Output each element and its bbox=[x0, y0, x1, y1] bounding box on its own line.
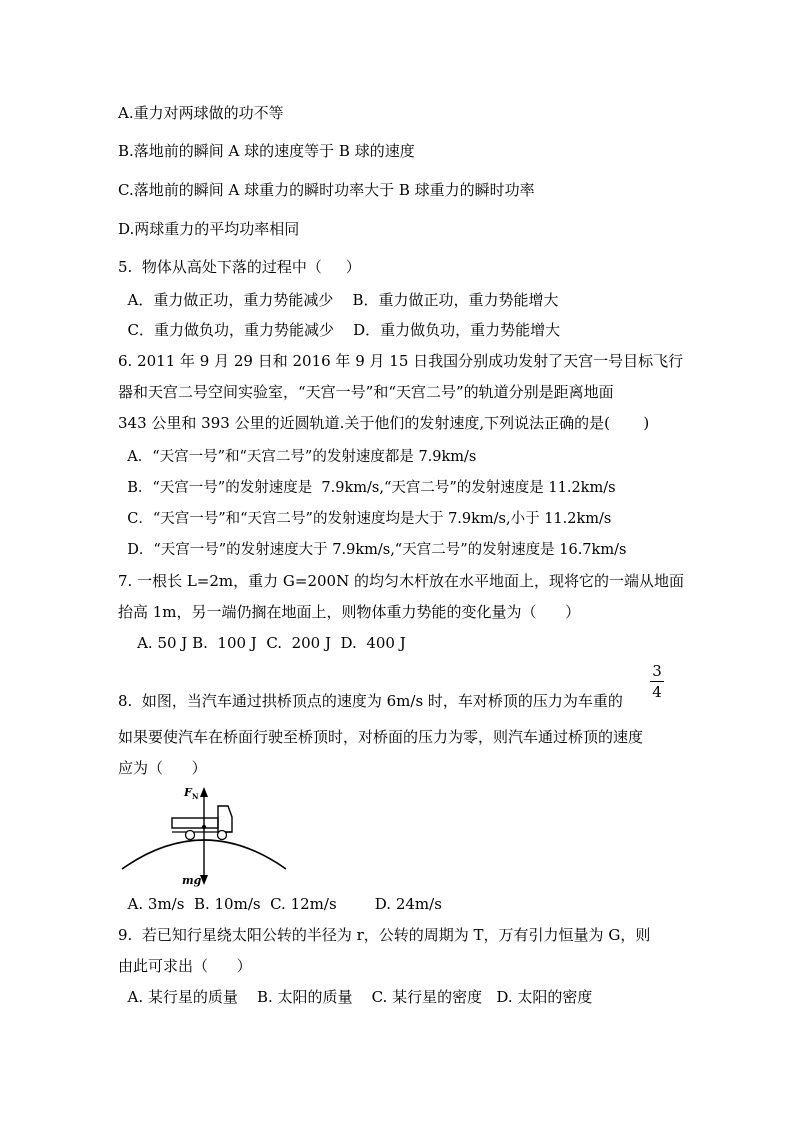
q8-fraction-bar bbox=[650, 681, 664, 682]
gravity-label: mg bbox=[182, 874, 202, 887]
q9-options: A. 某行星的质量 B. 太阳的质量 C. 某行星的密度 D. 太阳的密度 bbox=[118, 988, 593, 1006]
q5-stem: 5. 物体从高处下落的过程中（ ） bbox=[118, 258, 361, 276]
q7-stem-line1: 7. 一根长 L=2m，重力 G=200N 的均匀木杆放在水平地面上，现将它的一端从地面 bbox=[118, 572, 684, 590]
q4-option-a: A.重力对两球做的功不等 bbox=[118, 104, 284, 122]
q6-stem-line2: 器和天宫二号空间实验室，“天宫一号”和“天宫二号”的轨道分别是距离地面 bbox=[118, 383, 614, 401]
truck-cab bbox=[218, 806, 232, 832]
normal-force-label: F bbox=[184, 786, 192, 799]
q8-fraction-denominator: 4 bbox=[652, 683, 662, 701]
q6-option-c: C．“天宫一号”和“天宫二号”的发射速度均是大于 7.9km/s,小于 11.2km/s bbox=[118, 511, 612, 527]
q6-stem-line1: 6. 2011 年 9 月 29 日和 2016 年 9 月 15 日我国分别成功发射了天宫一号目标飞行 bbox=[118, 352, 684, 370]
q8-fraction-numerator: 3 bbox=[652, 662, 662, 680]
q6-option-d: D．“天宫一号”的发射速度大于 7.9km/s,“天宫二号”的发射速度是 16.7km/s bbox=[118, 542, 627, 558]
q5-options-row1: A．重力做正功，重力势能减少 B．重力做正功，重力势能增大 bbox=[118, 291, 559, 309]
q8-bridge-figure bbox=[118, 783, 290, 891]
q8-stem-line3: 应为（ ） bbox=[118, 759, 207, 777]
q9-stem-line2: 由此可求出（ ） bbox=[118, 957, 252, 975]
q4-option-c: C.落地前的瞬间 A 球重力的瞬时功率大于 B 球重力的瞬时功率 bbox=[118, 181, 535, 199]
normal-force-subscript: N bbox=[192, 792, 199, 801]
q8-options: A. 3m/s B. 10m/s C. 12m/s D. 24m/s bbox=[118, 895, 442, 913]
truck-wheel-front bbox=[218, 831, 227, 840]
q6-stem-line3: 343 公里和 393 公里的近圆轨道.关于他们的发射速度,下列说法正确的是( ) bbox=[118, 414, 650, 432]
q6-option-a: A．“天宫一号”和“天宫二号”的发射速度都是 7.9km/s bbox=[118, 449, 477, 465]
q7-options: A. 50 J B. 100 J C. 200 J D. 400 J bbox=[118, 634, 406, 652]
q6-option-b: B．“天宫一号”的发射速度是 7.9km/s,“天宫二号”的发射速度是 11.2km/s bbox=[118, 480, 616, 496]
q7-stem-line2: 抬高 1m，另一端仍搁在地面上，则物体重力势能的变化量为（ ） bbox=[118, 603, 581, 621]
q4-option-b: B.落地前的瞬间 A 球的速度等于 B 球的速度 bbox=[118, 142, 415, 160]
q8-fraction bbox=[650, 662, 664, 701]
q9-stem-line1: 9. 若已知行星绕太阳公转的半径为 r，公转的周期为 T，万有引力恒量为 G，则 bbox=[118, 926, 651, 944]
q4-option-d: D.两球重力的平均功率相同 bbox=[118, 220, 300, 238]
q8-stem-line1: 8. 如图，当汽车通过拱桥顶点的速度为 6m/s 时，车对桥顶的压力为车重的 bbox=[118, 692, 623, 710]
q8-stem-line2: 如果要使汽车在桥面行驶至桥顶时，对桥面的压力为零，则汽车通过桥顶的速度 bbox=[118, 728, 644, 746]
q5-options-row2: C．重力做负功，重力势能减少 D．重力做负功，重力势能增大 bbox=[118, 321, 561, 339]
truck-wheel-rear bbox=[186, 831, 195, 840]
truck-cargo bbox=[172, 818, 218, 828]
